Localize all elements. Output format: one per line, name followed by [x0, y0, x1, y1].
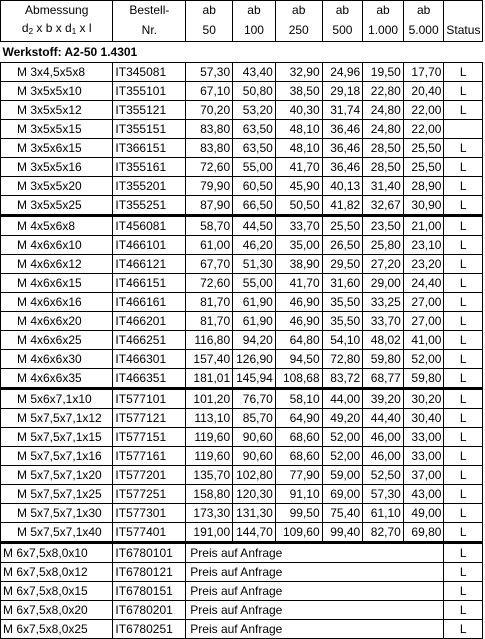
order-number-cell: IT355161 — [113, 158, 186, 177]
status-cell: L — [444, 216, 483, 236]
header-row-1 — [1, 1, 483, 20]
price-cell: 21,00 — [403, 216, 444, 236]
price-cell: 46,00 — [363, 447, 404, 466]
table-row — [1, 428, 483, 447]
price-cell: 102,80 — [233, 466, 276, 485]
price-cell: 50,50 — [275, 196, 322, 216]
price-cell: 33,70 — [363, 312, 404, 331]
status-cell: L — [444, 158, 483, 177]
price-cell: 41,00 — [403, 331, 444, 350]
header-qty-1000: ab — [363, 1, 404, 20]
status-cell: L — [444, 369, 483, 389]
order-number-cell: IT577151 — [113, 428, 186, 447]
price-cell: 29,00 — [363, 274, 404, 293]
order-number-cell: IT577161 — [113, 447, 186, 466]
order-number-cell: IT466151 — [113, 274, 186, 293]
size-cell: M 6x7,5x8,0x25 — [1, 620, 113, 639]
price-cell: 24,96 — [322, 63, 363, 82]
header-dimension-formula: $d_2$ x b x $d_1$ x l — [1, 19, 113, 42]
status-cell: L — [444, 331, 483, 350]
status-cell: L — [444, 139, 483, 158]
price-cell: 85,70 — [233, 409, 276, 428]
price-cell: 33,70 — [275, 216, 322, 236]
table-row — [1, 389, 483, 409]
table-row — [1, 196, 483, 216]
table-row — [1, 350, 483, 369]
table-row — [1, 447, 483, 466]
order-number-cell: IT6780251 — [113, 620, 186, 639]
price-cell: 58,10 — [275, 389, 322, 409]
size-cell: M 3x5x5x20 — [1, 177, 113, 196]
order-number-cell: IT577121 — [113, 409, 186, 428]
price-cell: 28,90 — [403, 177, 444, 196]
price-cell: 33,00 — [403, 428, 444, 447]
price-cell: 58,70 — [186, 216, 233, 236]
size-cell: M 3x5x5x15 — [1, 120, 113, 139]
status-cell: L — [444, 255, 483, 274]
section-title: Werkstoff: A2-50 1.4301 — [1, 42, 483, 63]
status-cell: L — [444, 543, 483, 563]
price-cell: 79,90 — [186, 177, 233, 196]
price-cell: 27,00 — [403, 293, 444, 312]
header-250: 250 — [275, 19, 322, 42]
header-5000: 5.000 — [403, 19, 444, 42]
price-cell: 41,70 — [275, 274, 322, 293]
price-cell: 120,30 — [233, 485, 276, 504]
header-1000: 1.000 — [363, 19, 404, 42]
price-cell: 43,00 — [403, 485, 444, 504]
size-cell: M 5x7,5x7,1x40 — [1, 523, 113, 543]
status-cell: L — [444, 236, 483, 255]
price-cell: 50,80 — [233, 82, 276, 101]
price-cell: 60,50 — [233, 177, 276, 196]
size-cell: M 6x7,5x8,0x12 — [1, 563, 113, 582]
size-cell: M 4x6x6x15 — [1, 274, 113, 293]
table-row — [1, 331, 483, 350]
order-number-cell: IT466201 — [113, 312, 186, 331]
price-cell: 29,18 — [322, 82, 363, 101]
size-cell: M 5x7,5x7,1x15 — [1, 428, 113, 447]
size-cell: M 6x7,5x8,0x20 — [1, 601, 113, 620]
header-order: Bestell- — [113, 1, 186, 20]
status-cell: L — [444, 428, 483, 447]
order-number-cell: IT6780151 — [113, 582, 186, 601]
price-cell: 83,80 — [186, 139, 233, 158]
price-cell: 191,00 — [186, 523, 233, 543]
status-cell: L — [444, 293, 483, 312]
order-number-cell: IT355201 — [113, 177, 186, 196]
price-cell: 82,70 — [363, 523, 404, 543]
price-cell: 35,50 — [322, 312, 363, 331]
order-number-cell: IT577251 — [113, 485, 186, 504]
size-cell: M 4x6x6x35 — [1, 369, 113, 389]
order-number-cell: IT577401 — [113, 523, 186, 543]
price-cell: 101,20 — [186, 389, 233, 409]
price-cell: 131,30 — [233, 504, 276, 523]
status-cell: L — [444, 466, 483, 485]
price-cell: 119,60 — [186, 447, 233, 466]
price-cell: 26,50 — [322, 236, 363, 255]
size-cell: M 6x7,5x8,0x15 — [1, 582, 113, 601]
price-cell: 55,00 — [233, 158, 276, 177]
price-cell: 173,30 — [186, 504, 233, 523]
price-cell: 68,77 — [363, 369, 404, 389]
size-cell: M 4x6x6x25 — [1, 331, 113, 350]
table-row — [1, 216, 483, 236]
price-cell: 40,30 — [275, 101, 322, 120]
price-cell: 52,00 — [322, 428, 363, 447]
header-nr: Nr. — [113, 19, 186, 42]
price-cell: 63,50 — [233, 120, 276, 139]
price-cell: 22,80 — [363, 82, 404, 101]
status-cell: L — [444, 82, 483, 101]
order-number-cell: IT6780101 — [113, 543, 186, 563]
order-number-cell: IT6780201 — [113, 601, 186, 620]
price-cell: 23,10 — [403, 236, 444, 255]
order-number-cell: IT466161 — [113, 293, 186, 312]
price-cell: 43,40 — [233, 63, 276, 82]
price-cell: 38,50 — [275, 82, 322, 101]
price-cell: 46,20 — [233, 236, 276, 255]
table-row — [1, 620, 483, 639]
price-cell: 75,40 — [322, 504, 363, 523]
order-number-cell: IT577201 — [113, 466, 186, 485]
header-100: 100 — [233, 19, 276, 42]
price-cell: 61,10 — [363, 504, 404, 523]
status-cell — [444, 120, 483, 139]
price-cell: 94,20 — [233, 331, 276, 350]
price-cell: 61,90 — [233, 293, 276, 312]
price-cell: 44,00 — [322, 389, 363, 409]
price-cell: 99,50 — [275, 504, 322, 523]
status-cell: L — [444, 523, 483, 543]
price-cell: 36,46 — [322, 139, 363, 158]
header-qty-50: ab — [186, 1, 233, 20]
section-title-row — [1, 42, 483, 63]
price-cell: 66,50 — [233, 196, 276, 216]
size-cell: M 5x7,5x7,1x16 — [1, 447, 113, 466]
size-cell: M 4x6x6x20 — [1, 312, 113, 331]
price-cell: 39,20 — [363, 389, 404, 409]
price-cell: 69,80 — [403, 523, 444, 543]
table-row — [1, 466, 483, 485]
table-row — [1, 563, 483, 582]
status-cell: L — [444, 63, 483, 82]
size-cell: M 4x6x6x12 — [1, 255, 113, 274]
status-cell: L — [444, 563, 483, 582]
price-cell: 46,00 — [363, 428, 404, 447]
price-cell: 69,00 — [322, 485, 363, 504]
price-cell: 33,25 — [363, 293, 404, 312]
size-cell: M 3x5x5x10 — [1, 82, 113, 101]
table-row — [1, 120, 483, 139]
status-cell: L — [444, 620, 483, 639]
price-cell: 25,50 — [403, 158, 444, 177]
price-cell: 30,90 — [403, 196, 444, 216]
price-cell: 25,50 — [322, 216, 363, 236]
price-cell: 91,10 — [275, 485, 322, 504]
price-cell: 31,60 — [322, 274, 363, 293]
price-cell: 31,74 — [322, 101, 363, 120]
price-cell: 27,00 — [403, 312, 444, 331]
price-cell: 36,46 — [322, 158, 363, 177]
size-cell: M 4x6x6x30 — [1, 350, 113, 369]
price-on-request-cell: Preis auf Anfrage — [186, 601, 444, 620]
price-cell: 68,60 — [275, 447, 322, 466]
price-cell: 52,00 — [322, 447, 363, 466]
size-cell: M 3x5x5x25 — [1, 196, 113, 216]
price-cell: 37,00 — [403, 466, 444, 485]
price-on-request-cell: Preis auf Anfrage — [186, 543, 444, 563]
order-number-cell: IT6780121 — [113, 563, 186, 582]
price-cell: 28,50 — [363, 158, 404, 177]
price-cell: 181,01 — [186, 369, 233, 389]
size-cell: M 5x7,5x7,1x30 — [1, 504, 113, 523]
price-cell: 77,90 — [275, 466, 322, 485]
price-cell: 83,80 — [186, 120, 233, 139]
size-cell: M 4x5x6x8 — [1, 216, 113, 236]
status-cell: L — [444, 274, 483, 293]
price-cell: 59,00 — [322, 466, 363, 485]
price-cell: 36,46 — [322, 120, 363, 139]
price-cell: 38,90 — [275, 255, 322, 274]
price-cell: 33,00 — [403, 447, 444, 466]
price-cell: 41,70 — [275, 158, 322, 177]
order-number-cell: IT466121 — [113, 255, 186, 274]
order-number-cell: IT466351 — [113, 369, 186, 389]
table-row — [1, 63, 483, 82]
price-cell: 158,80 — [186, 485, 233, 504]
table-row — [1, 523, 483, 543]
header-50: 50 — [186, 19, 233, 42]
table-row — [1, 82, 483, 101]
order-number-cell: IT355101 — [113, 82, 186, 101]
price-cell: 23,20 — [403, 255, 444, 274]
size-cell: M 4x6x6x16 — [1, 293, 113, 312]
status-cell: L — [444, 447, 483, 466]
price-cell: 32,67 — [363, 196, 404, 216]
price-cell: 45,90 — [275, 177, 322, 196]
price-cell: 28,50 — [363, 139, 404, 158]
table-row — [1, 582, 483, 601]
price-cell: 29,50 — [322, 255, 363, 274]
size-cell: M 3x5x5x16 — [1, 158, 113, 177]
table-row — [1, 369, 483, 389]
price-cell: 135,70 — [186, 466, 233, 485]
status-cell: L — [444, 504, 483, 523]
table-row — [1, 158, 483, 177]
price-cell: 99,40 — [322, 523, 363, 543]
price-cell: 157,40 — [186, 350, 233, 369]
price-cell: 67,70 — [186, 255, 233, 274]
price-cell: 49,20 — [322, 409, 363, 428]
table-row — [1, 101, 483, 120]
order-number-cell: IT345081 — [113, 63, 186, 82]
price-cell: 23,50 — [363, 216, 404, 236]
order-number-cell: IT466101 — [113, 236, 186, 255]
price-cell: 76,70 — [233, 389, 276, 409]
header-dimension: Abmessung — [1, 1, 113, 20]
status-cell: L — [444, 601, 483, 620]
price-cell: 31,40 — [363, 177, 404, 196]
header-status: Status — [444, 19, 483, 42]
status-cell: L — [444, 409, 483, 428]
size-cell: M 5x7,5x7,1x12 — [1, 409, 113, 428]
header-qty-5000: ab — [403, 1, 444, 20]
order-number-cell: IT355251 — [113, 196, 186, 216]
price-cell: 68,60 — [275, 428, 322, 447]
price-cell: 87,90 — [186, 196, 233, 216]
price-cell: 94,50 — [275, 350, 322, 369]
price-cell: 61,00 — [186, 236, 233, 255]
table-row — [1, 236, 483, 255]
price-cell: 51,30 — [233, 255, 276, 274]
size-cell: M 4x6x6x10 — [1, 236, 113, 255]
price-cell: 19,50 — [363, 63, 404, 82]
price-cell: 41,82 — [322, 196, 363, 216]
price-cell: 24,80 — [363, 120, 404, 139]
price-cell: 67,10 — [186, 82, 233, 101]
price-cell: 44,50 — [233, 216, 276, 236]
header-qty-100: ab — [233, 1, 276, 20]
price-on-request-cell: Preis auf Anfrage — [186, 582, 444, 601]
price-cell: 59,80 — [363, 350, 404, 369]
price-cell: 144,70 — [233, 523, 276, 543]
size-cell: M 3x4,5x5x8 — [1, 63, 113, 82]
table-row — [1, 177, 483, 196]
price-cell: 46,90 — [275, 293, 322, 312]
status-cell: L — [444, 101, 483, 120]
size-cell: M 6x7,5x8,0x10 — [1, 543, 113, 563]
price-cell: 17,70 — [403, 63, 444, 82]
price-cell: 113,10 — [186, 409, 233, 428]
price-cell: 30,20 — [403, 389, 444, 409]
table-row — [1, 139, 483, 158]
status-cell: L — [444, 196, 483, 216]
price-cell: 20,40 — [403, 82, 444, 101]
price-cell: 90,60 — [233, 447, 276, 466]
table-row — [1, 409, 483, 428]
price-cell: 64,90 — [275, 409, 322, 428]
price-cell: 30,40 — [403, 409, 444, 428]
table-row — [1, 293, 483, 312]
order-number-cell: IT366151 — [113, 139, 186, 158]
price-cell: 22,00 — [403, 101, 444, 120]
size-cell: M 5x7,5x7,1x20 — [1, 466, 113, 485]
order-number-cell: IT456081 — [113, 216, 186, 236]
price-cell: 24,40 — [403, 274, 444, 293]
price-cell: 81,70 — [186, 312, 233, 331]
table-row — [1, 543, 483, 563]
header-qty-250: ab — [275, 1, 322, 20]
table-row — [1, 601, 483, 620]
price-cell: 52,00 — [403, 350, 444, 369]
status-cell: L — [444, 582, 483, 601]
price-cell: 63,50 — [233, 139, 276, 158]
price-cell: 57,30 — [186, 63, 233, 82]
price-cell: 52,50 — [363, 466, 404, 485]
price-cell: 55,00 — [233, 274, 276, 293]
price-cell: 27,20 — [363, 255, 404, 274]
table-row — [1, 485, 483, 504]
price-cell: 40,13 — [322, 177, 363, 196]
size-cell: M 5x7,5x7,1x25 — [1, 485, 113, 504]
price-cell: 109,60 — [275, 523, 322, 543]
table-row — [1, 504, 483, 523]
price-cell: 53,20 — [233, 101, 276, 120]
price-cell: 35,00 — [275, 236, 322, 255]
header-row-2 — [1, 19, 483, 42]
price-cell: 54,10 — [322, 331, 363, 350]
price-on-request-cell: Preis auf Anfrage — [186, 620, 444, 639]
size-cell: M 3x5x5x12 — [1, 101, 113, 120]
header-500: 500 — [322, 19, 363, 42]
price-cell: 48,02 — [363, 331, 404, 350]
order-number-cell: IT355151 — [113, 120, 186, 139]
order-number-cell: IT466251 — [113, 331, 186, 350]
order-number-cell: IT577301 — [113, 504, 186, 523]
price-cell: 48,10 — [275, 139, 322, 158]
header-status-top — [444, 1, 483, 20]
status-cell: L — [444, 485, 483, 504]
price-cell: 48,10 — [275, 120, 322, 139]
price-cell: 72,60 — [186, 274, 233, 293]
table-row — [1, 274, 483, 293]
price-cell: 35,50 — [322, 293, 363, 312]
price-cell: 70,20 — [186, 101, 233, 120]
price-cell: 126,90 — [233, 350, 276, 369]
price-cell: 46,90 — [275, 312, 322, 331]
price-cell: 108,68 — [275, 369, 322, 389]
size-cell: M 3x5x6x15 — [1, 139, 113, 158]
header-qty-500: ab — [322, 1, 363, 20]
price-cell: 32,90 — [275, 63, 322, 82]
price-cell: 25,50 — [403, 139, 444, 158]
price-cell: 145,94 — [233, 369, 276, 389]
status-cell: L — [444, 350, 483, 369]
price-on-request-cell: Preis auf Anfrage — [186, 563, 444, 582]
price-cell: 57,30 — [363, 485, 404, 504]
price-cell: 61,90 — [233, 312, 276, 331]
price-cell: 49,00 — [403, 504, 444, 523]
price-cell: 81,70 — [186, 293, 233, 312]
price-cell: 72,60 — [186, 158, 233, 177]
order-number-cell: IT577101 — [113, 389, 186, 409]
price-cell: 59,80 — [403, 369, 444, 389]
price-cell: 90,60 — [233, 428, 276, 447]
price-cell: 25,80 — [363, 236, 404, 255]
order-number-cell: IT466301 — [113, 350, 186, 369]
order-number-cell: IT355121 — [113, 101, 186, 120]
price-cell: 64,80 — [275, 331, 322, 350]
size-cell: M 5x6x7,1x10 — [1, 389, 113, 409]
price-cell: 44,40 — [363, 409, 404, 428]
table-row — [1, 255, 483, 274]
status-cell: L — [444, 177, 483, 196]
price-cell: 22,00 — [403, 120, 444, 139]
table-row — [1, 312, 483, 331]
price-cell: 72,80 — [322, 350, 363, 369]
price-cell: 24,80 — [363, 101, 404, 120]
status-cell: L — [444, 389, 483, 409]
status-cell: L — [444, 312, 483, 331]
price-cell: 116,80 — [186, 331, 233, 350]
price-cell: 119,60 — [186, 428, 233, 447]
price-cell: 83,72 — [322, 369, 363, 389]
